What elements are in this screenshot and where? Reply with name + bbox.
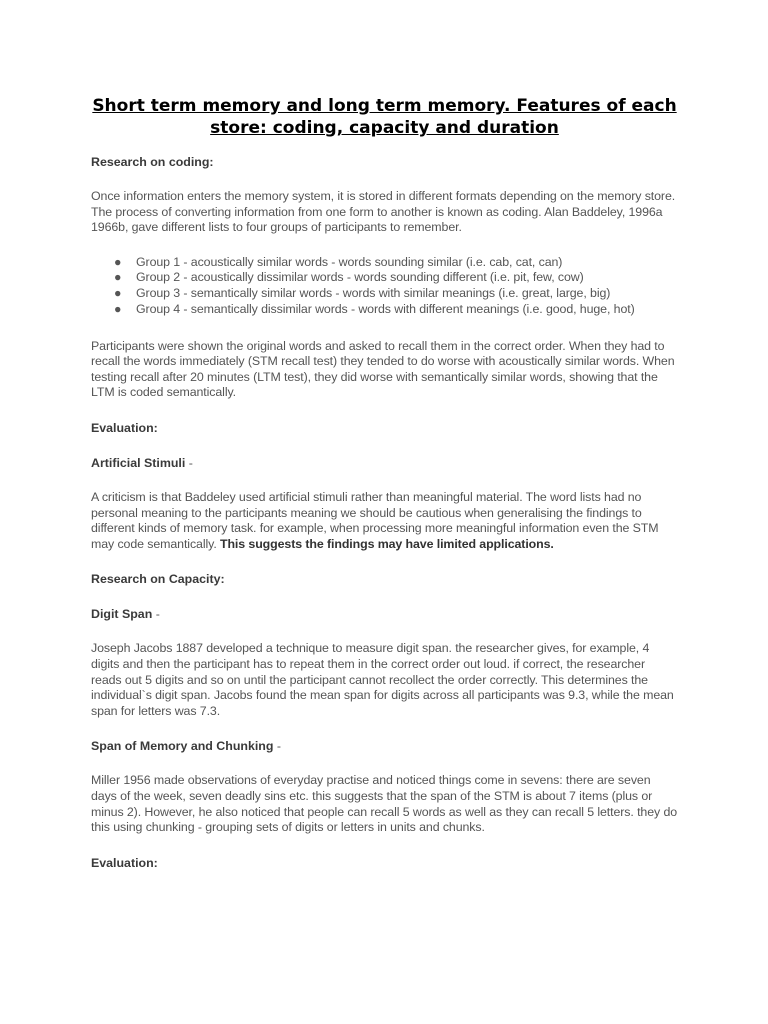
list-item	[91, 270, 678, 286]
group-text: Group 2 - acoustically dissimilar words - words sounding different (i.e. pit, few, cow)	[136, 270, 584, 285]
heading-digit-span-text: Digit Span	[91, 607, 153, 622]
heading-chunking	[91, 738, 678, 754]
paragraph-artificial-stimuli	[91, 490, 678, 552]
heading-dash: -	[273, 739, 282, 754]
group-text: Group 4 - semantically dissimilar words - words with different meanings (i.e. good, huge, hot)	[136, 301, 635, 316]
group-text: Group 3 - semantically similar words - words with similar meanings (i.e. great, large, big)	[136, 286, 611, 301]
heading-research-coding: Research on coding:	[91, 155, 214, 169]
bullet-icon: ●	[114, 270, 122, 285]
paragraph-coding-intro: Once information enters the memory system, it is stored in different formats depending on the memory store. The process of converting information from one form to another is known as coding. Alan Baddeley, 1996a 1966b, gave different lists to four groups of participants to remember.	[91, 189, 676, 235]
heading-digit-span	[91, 606, 678, 622]
heading-dash: -	[152, 607, 160, 622]
heading-chunking-text: Span of Memory and Chunking	[91, 739, 274, 754]
groups-list	[91, 255, 678, 318]
list-item	[91, 302, 678, 318]
bullet-icon: ●	[114, 286, 122, 301]
heading-dash: -	[185, 455, 193, 470]
heading-artificial-stimuli-text: Artificial Stimuli	[91, 455, 186, 470]
document-title: Short term memory and long term memory. Features of each store: coding, capacity and duration	[92, 96, 677, 138]
artificial-stimuli-conclusion: This suggests the findings may have limited applications.	[220, 536, 554, 551]
paragraph-coding-results: Participants were shown the original words and asked to recall them in the correct order. When they had to recall the words immediately (STM recall test) they tended to do worse with acoustically similar words. When testing recall after 20 minutes (LTM test), they did worse with semantically similar words, showing that the LTM is coded semantically.	[91, 338, 675, 400]
bullet-icon: ●	[114, 254, 122, 269]
heading-evaluation: Evaluation:	[91, 855, 158, 870]
paragraph-chunking: Miller 1956 made observations of everyday practise and noticed things come in sevens: there are seven days of the week, seven deadly sins etc. this suggests that the span of the STM is about 7 items (plus or minus 2). However, he also noticed that people can recall 5 words as well as they can recall 5 letters. they do this using chunking - grouping sets of digits or letters in units and chunks.	[91, 773, 678, 835]
list-item	[91, 286, 678, 302]
group-text: Group 1 - acoustically similar words - words sounding similar (i.e. cab, cat, can)	[136, 254, 563, 269]
artificial-stimuli-text: A criticism is that Baddeley used artificial stimuli rather than meaningful material. The word lists had no personal meaning to the participants meaning we should be cautious when generalising the findings to different kinds of memory task. for example, when processing more meaningful information even the STM may code semantically.	[91, 489, 659, 551]
paragraph-digit-span: Joseph Jacobs 1887 developed a technique to measure digit span. the researcher gives, for example, 4 digits and then the participant has to repeat them in the correct order out loud. if correct, the researcher reads out 5 digits and so on until the participant cannot recollect the order correctly. This determines the individual`s digit span. Jacobs found the mean span for digits across all participants was 9.3, while the mean span for letters was 7.3.	[91, 641, 674, 718]
heading-artificial-stimuli	[91, 455, 678, 471]
heading-research-capacity: Research on Capacity:	[91, 572, 225, 587]
list-item	[91, 255, 678, 271]
bullet-icon: ●	[114, 301, 122, 316]
heading-evaluation: Evaluation:	[91, 420, 158, 435]
